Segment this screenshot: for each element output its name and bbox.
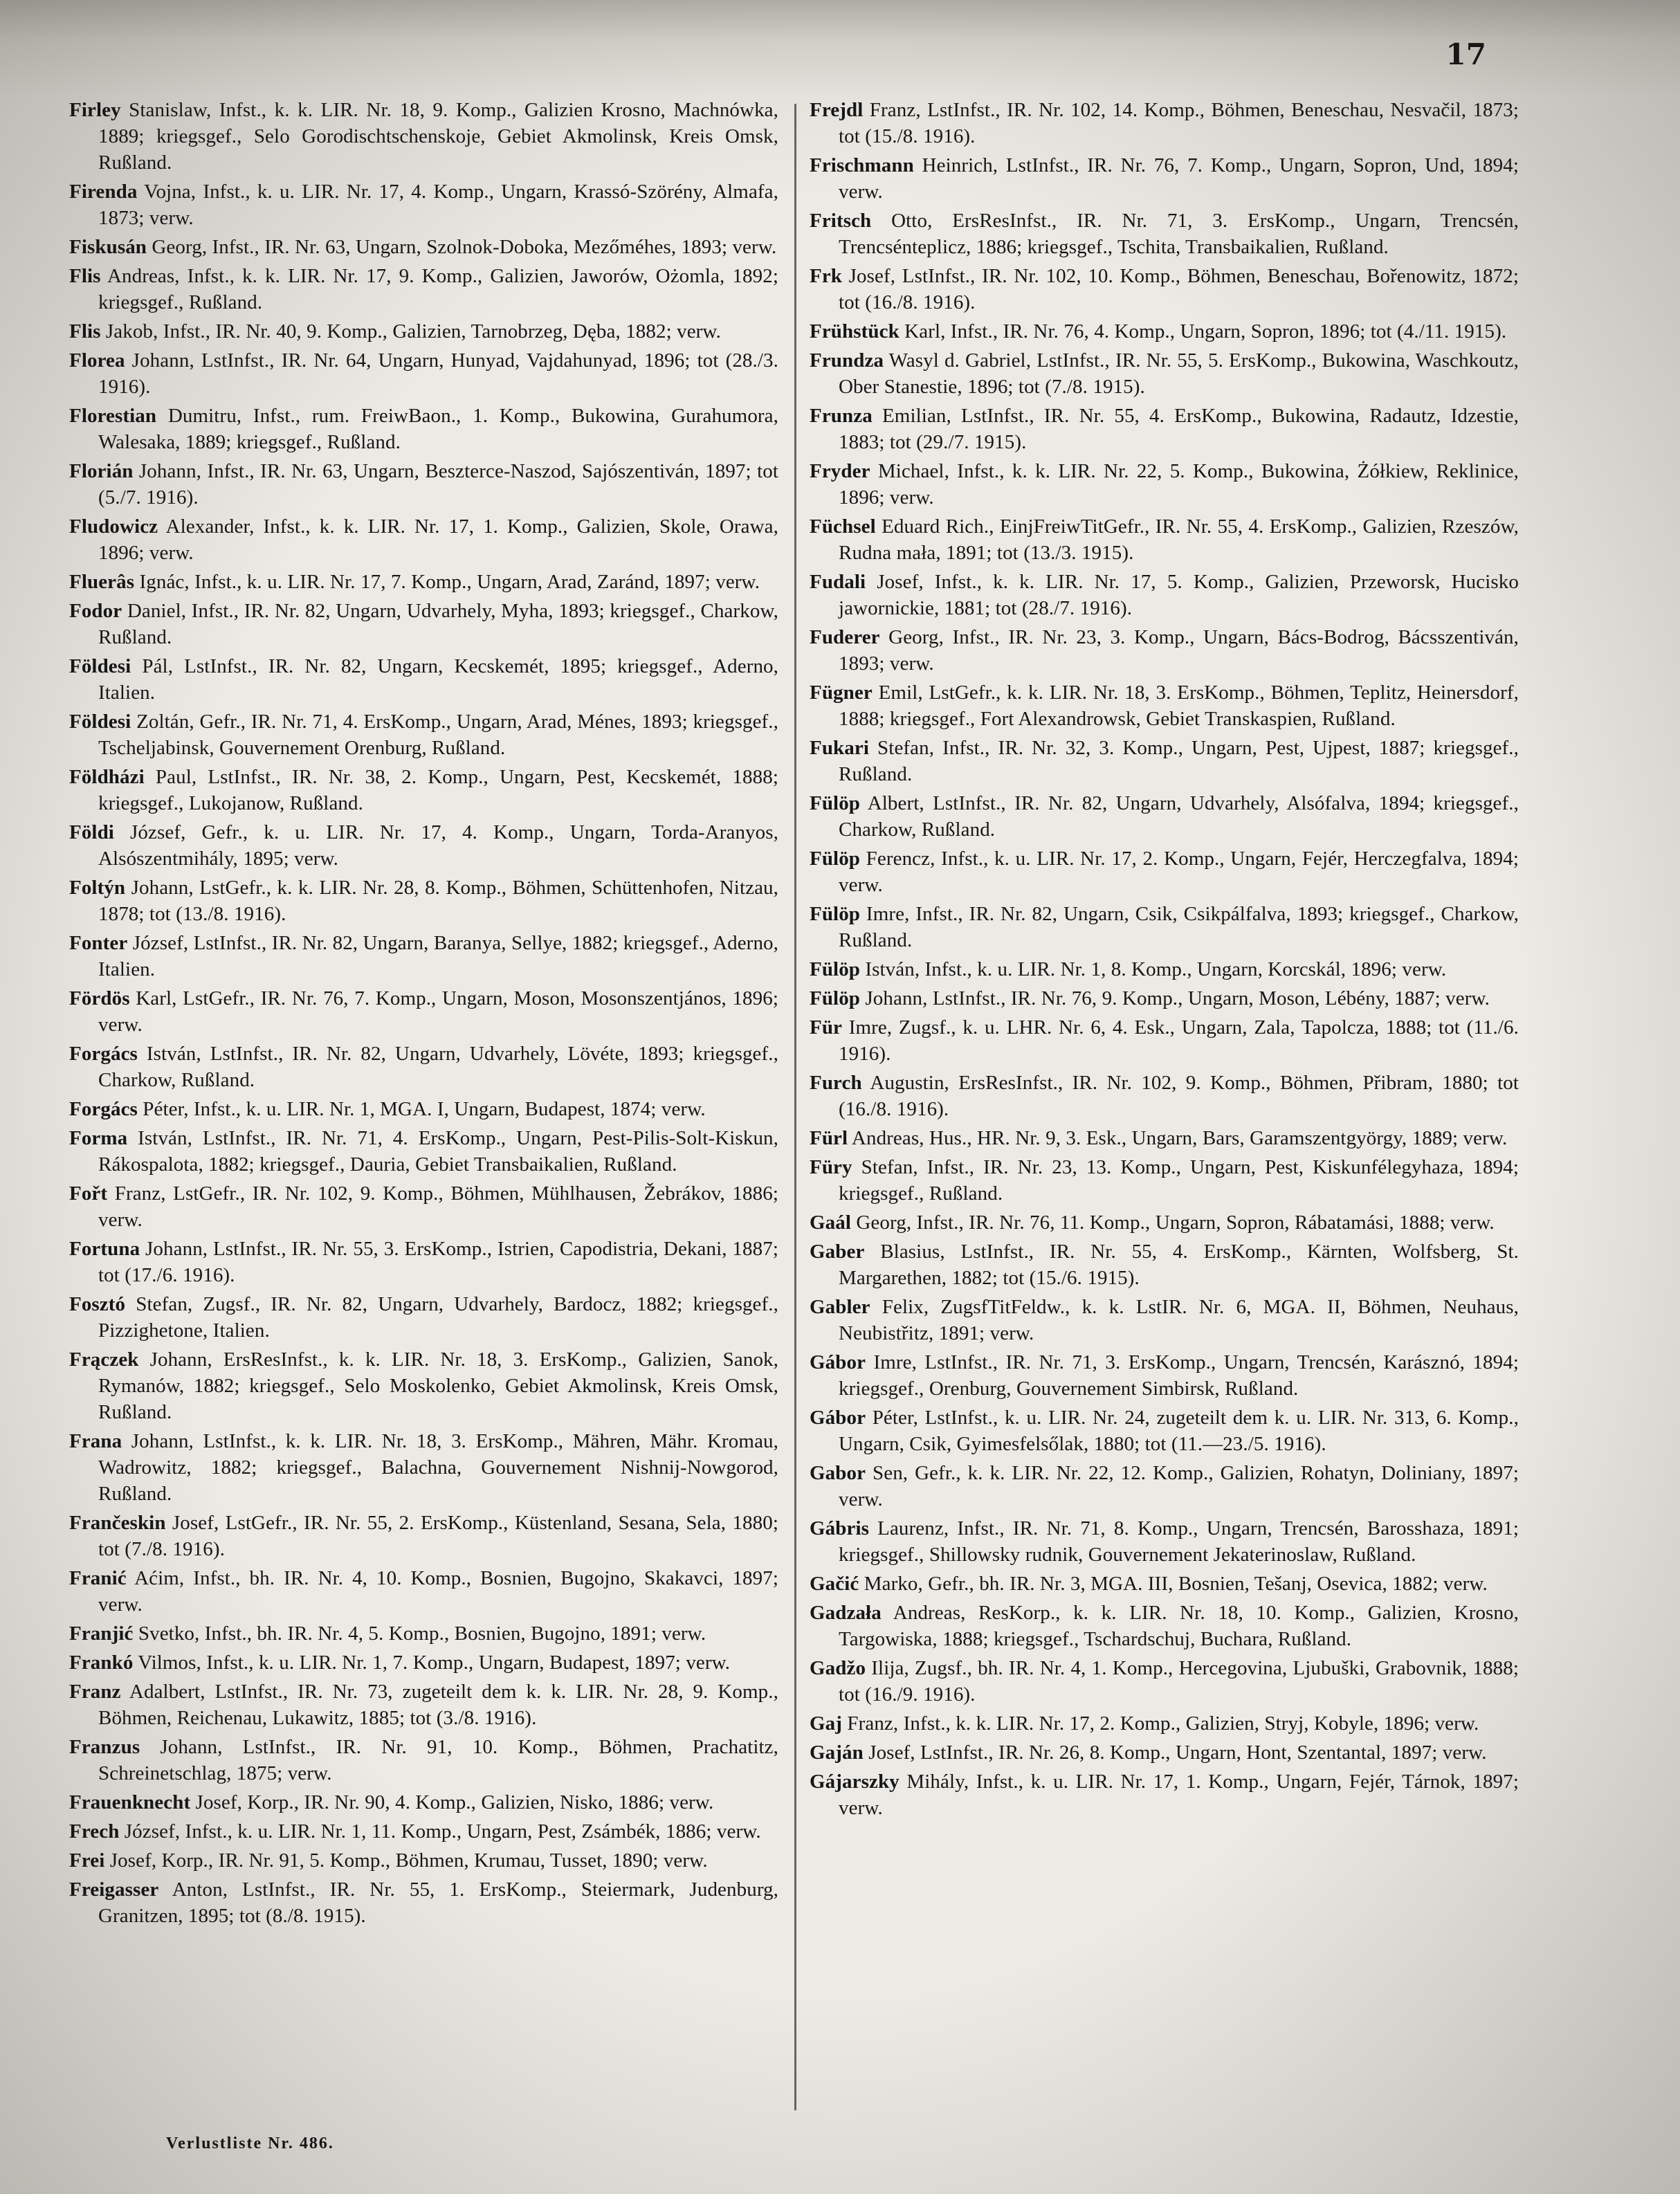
casualty-entry	[69, 1789, 778, 1816]
casualty-entry	[810, 1460, 1519, 1512]
casualty-entry	[69, 97, 778, 176]
casualty-entry	[69, 1236, 778, 1288]
entry-details: Blasius, LstInfst., IR. Nr. 55, 4. ErsKomp., Kärnten, Wolfsberg, St. Margarethen, 1882; tot (15./6. 1915).	[839, 1241, 1519, 1289]
entry-surname: Fügner	[810, 682, 873, 704]
entry-details: József, LstInfst., IR. Nr. 82, Ungarn, Baranya, Sellye, 1882; kriegsgef., Aderno, Italien.	[98, 932, 778, 980]
entry-surname: Forgács	[69, 1043, 138, 1065]
entry-details: Ferencz, Infst., k. u. LIR. Nr. 17, 2. Komp., Ungarn, Fejér, Herczegfalva, 1894; verw.	[839, 848, 1519, 896]
casualty-entry	[69, 1041, 778, 1093]
entry-surname: Fiskusán	[69, 236, 147, 258]
casualty-entry	[69, 1847, 778, 1874]
casualty-entry	[810, 1349, 1519, 1402]
casualty-entry	[69, 1180, 778, 1233]
entry-details: Franz, Infst., k. k. LIR. Nr. 17, 2. Komp., Galizien, Stryj, Kobyle, 1896; verw.	[842, 1712, 1479, 1735]
entry-surname: Florián	[69, 460, 134, 482]
entry-surname: Frauenknecht	[69, 1791, 191, 1813]
entry-details: Daniel, Infst., IR. Nr. 82, Ungarn, Udvarhely, Myha, 1893; kriegsgef., Charkow, Rußland.	[98, 600, 778, 648]
entry-surname: Fülöp	[810, 987, 861, 1009]
entry-details: Johann, LstInfst., IR. Nr. 76, 9. Komp., Ungarn, Moson, Lébény, 1887; verw.	[860, 987, 1490, 1009]
entry-surname: Franz	[69, 1681, 121, 1703]
casualty-entry	[69, 1649, 778, 1676]
entry-surname: Fodor	[69, 600, 122, 622]
entry-surname: Foltýn	[69, 877, 126, 899]
entry-surname: Florestian	[69, 405, 157, 427]
entry-surname: Gačić	[810, 1573, 859, 1595]
entry-surname: Gaál	[810, 1212, 852, 1234]
entry-surname: Frana	[69, 1430, 122, 1452]
entry-details: Georg, Infst., IR. Nr. 76, 11. Komp., Ungarn, Sopron, Rábatamási, 1888; verw.	[851, 1212, 1495, 1234]
entry-surname: Fülöp	[810, 903, 861, 925]
casualty-entry	[810, 956, 1519, 982]
entry-details: István, LstInfst., IR. Nr. 71, 4. ErsKomp., Ungarn, Pest-Pilis-Solt-Kiskun, Rákospalota, 1882; kriegsgef., Dauria, Gebiet Transbaikalien, Rußland.	[98, 1127, 778, 1176]
casualty-entry	[810, 1739, 1519, 1766]
entry-details: József, Infst., k. u. LIR. Nr. 1, 11. Komp., Ungarn, Pest, Zsámbék, 1886; verw.	[119, 1820, 761, 1843]
entry-details: Johann, LstGefr., k. k. LIR. Nr. 28, 8. Komp., Böhmen, Schüttenhofen, Nitzau, 1878; tot (13./8. 1916).	[98, 877, 778, 925]
entry-details: Andreas, Hus., HR. Nr. 9, 3. Esk., Ungarn, Bars, Garamszentgyörgy, 1889; verw.	[848, 1127, 1508, 1149]
entry-surname: Fuderer	[810, 626, 880, 648]
entry-details: Ignác, Infst., k. u. LIR. Nr. 17, 7. Komp., Ungarn, Arad, Zaránd, 1897; verw.	[134, 571, 760, 593]
entry-details: Alexander, Infst., k. k. LIR. Nr. 17, 1. Komp., Galizien, Skole, Orawa, 1896; verw.	[98, 515, 778, 564]
column-divider	[794, 104, 796, 2110]
casualty-entry	[810, 735, 1519, 787]
casualty-entry	[69, 709, 778, 761]
entry-surname: Freigasser	[69, 1878, 159, 1901]
entry-details: Johann, LstInfst., IR. Nr. 55, 3. ErsKomp., Istrien, Capodistria, Dekani, 1887; tot (17./6. 1916).	[98, 1238, 778, 1286]
casualty-entry	[69, 1291, 778, 1344]
casualty-entry	[69, 875, 778, 927]
footer-list-number: Verlustliste Nr. 486.	[166, 2134, 334, 2152]
entry-details: Andreas, ResKorp., k. k. LIR. Nr. 18, 10. Komp., Galizien, Krosno, Targowiska, 1888; kriegsgef., Tschardschuj, Buchara, Rußland.	[839, 1602, 1519, 1650]
casualty-entry	[810, 1209, 1519, 1236]
entry-surname: Frei	[69, 1849, 105, 1872]
entry-details: Felix, ZugsfTitFeldw., k. k. LstIR. Nr. 6, MGA. II, Böhmen, Neuhaus, Neubistřitz, 1891; verw.	[839, 1296, 1519, 1344]
casualty-entry	[69, 1876, 778, 1929]
entry-details: Marko, Gefr., bh. IR. Nr. 3, MGA. III, Bosnien, Tešanj, Osevica, 1882; verw.	[859, 1573, 1488, 1595]
entry-details: Otto, ErsResInfst., IR. Nr. 71, 3. ErsKomp., Ungarn, Trencsén, Trencsénteplicz, 1886; kriegsgef., Tschita, Transbaikalien, Rußland.	[839, 210, 1519, 258]
entry-surname: Flis	[69, 320, 101, 342]
casualty-entry	[69, 598, 778, 650]
entry-details: Franz, LstGefr., IR. Nr. 102, 9. Komp., Böhmen, Mühlhausen, Žebrákov, 1886; verw.	[98, 1182, 778, 1231]
casualty-entry	[810, 263, 1519, 316]
entry-details: Vojna, Infst., k. u. LIR. Nr. 17, 4. Komp., Ungarn, Krassó-Szörény, Almafa, 1873; verw.	[98, 181, 778, 229]
entry-details: Johann, Infst., IR. Nr. 63, Ungarn, Beszterce-Naszod, Sajószentiván, 1897; tot (5./7. 1916).	[98, 460, 778, 509]
entry-surname: Frischmann	[810, 154, 914, 176]
casualty-entry	[810, 152, 1519, 205]
entry-details: Johann, LstInfst., IR. Nr. 91, 10. Komp., Böhmen, Prachatitz, Schreinetschlag, 1875; verw.	[98, 1736, 778, 1784]
entry-details: Emil, LstGefr., k. k. LIR. Nr. 18, 3. ErsKomp., Böhmen, Teplitz, Heinersdorf, 1888; kriegsgef., Fort Alexandrowsk, Gebiet Transkaspien, Rußland.	[839, 682, 1519, 730]
casualty-entry	[69, 1510, 778, 1562]
entry-surname: Fürl	[810, 1127, 848, 1149]
casualty-entry	[810, 1515, 1519, 1568]
entry-surname: Forgács	[69, 1098, 138, 1120]
entry-surname: Fülöp	[810, 848, 861, 870]
entry-details: Wasyl d. Gabriel, LstInfst., IR. Nr. 55, 5. ErsKomp., Bukowina, Waschkoutz, Ober Stanestie, 1896; tot (7./8. 1915).	[839, 349, 1519, 398]
casualty-entry	[69, 179, 778, 231]
entry-surname: Frunza	[810, 405, 873, 427]
entry-details: Laurenz, Infst., IR. Nr. 71, 8. Komp., Ungarn, Trencsén, Barosshaza, 1891; kriegsgef., Shillowsky rudnik, Gouvernement Jekaterinoslaw, Rußland.	[839, 1517, 1519, 1566]
casualty-entry	[69, 1818, 778, 1845]
entry-surname: Fořt	[69, 1182, 108, 1205]
entry-details: Josef, LstInfst., IR. Nr. 26, 8. Komp., Ungarn, Hont, Szentantal, 1897; verw.	[863, 1742, 1487, 1764]
casualty-entry	[810, 513, 1519, 566]
entry-surname: Fosztó	[69, 1293, 126, 1315]
entry-details: Johann, ErsResInfst., k. k. LIR. Nr. 18, 3. ErsKomp., Galizien, Sanok, Rymanów, 1882; kriegsgef., Selo Moskolenko, Gebiet Akmolinsk, Kreis Omsk, Rußland.	[98, 1349, 778, 1423]
casualty-entry	[69, 347, 778, 400]
casualty-entry	[810, 624, 1519, 677]
entry-details: Johann, LstInfst., k. k. LIR. Nr. 18, 3. ErsKomp., Mähren, Mähr. Kromau, Wadrowitz, 1882; kriegsgef., Balachna, Gouvernement Nishnij-Nowgorod, Rußland.	[98, 1430, 778, 1505]
entry-surname: Furch	[810, 1072, 862, 1094]
entry-surname: Fluerâs	[69, 571, 135, 593]
entry-surname: Földesi	[69, 655, 131, 677]
entry-surname: Franzus	[69, 1736, 140, 1758]
entry-details: Jakob, Infst., IR. Nr. 40, 9. Komp., Galizien, Tarnobrzeg, Dęba, 1882; verw.	[100, 320, 721, 342]
entry-details: Michael, Infst., k. k. LIR. Nr. 22, 5. Komp., Bukowina, Żółkiew, Reklinice, 1896; verw.	[839, 460, 1519, 509]
entry-details: Paul, LstInfst., IR. Nr. 38, 2. Komp., Ungarn, Pest, Kecskemét, 1888; kriegsgef., Lukojanow, Rußland.	[98, 766, 778, 814]
entry-surname: Florea	[69, 349, 125, 372]
casualty-entry	[69, 1096, 778, 1122]
entry-details: Péter, Infst., k. u. LIR. Nr. 1, MGA. I, Ungarn, Budapest, 1874; verw.	[137, 1098, 706, 1120]
casualty-entry	[69, 403, 778, 455]
casualty-entry	[69, 930, 778, 982]
entry-details: József, Gefr., k. u. LIR. Nr. 17, 4. Komp., Ungarn, Torda-Aranyos, Alsószentmihály, 1895; verw.	[98, 821, 778, 870]
entry-surname: Fritsch	[810, 210, 872, 232]
entry-details: Aćim, Infst., bh. IR. Nr. 4, 10. Komp., Bosnien, Bugojno, Skakavci, 1897; verw.	[98, 1567, 778, 1616]
entry-surname: Gabor	[810, 1462, 866, 1484]
casualty-entry	[810, 985, 1519, 1012]
casualty-entry	[69, 653, 778, 706]
entry-surname: Firenda	[69, 181, 138, 203]
entry-details: Imre, Zugsf., k. u. LHR. Nr. 6, 4. Esk., Ungarn, Zala, Tapolcza, 1888; tot (11./6. 1916).	[839, 1016, 1519, 1065]
casualty-entry	[69, 234, 778, 260]
casualty-entry	[69, 819, 778, 872]
entry-details: Georg, Infst., IR. Nr. 23, 3. Komp., Ungarn, Bács-Bodrog, Bácsszentiván, 1893; verw.	[839, 626, 1519, 675]
entry-details: Svetko, Infst., bh. IR. Nr. 4, 5. Komp., Bosnien, Bugojno, 1891; verw.	[133, 1622, 706, 1645]
entry-details: Eduard Rich., EinjFreiwTitGefr., IR. Nr. 55, 4. ErsKomp., Galizien, Rzeszów, Rudna mała, 1891; tot (13./3. 1915).	[839, 515, 1519, 564]
casualty-entry	[810, 318, 1519, 345]
entry-details: Dumitru, Infst., rum. FreiwBaon., 1. Komp., Bukowina, Gurahumora, Walesaka, 1889; kriegsgef., Rußland.	[98, 405, 778, 453]
entry-details: Imre, Infst., IR. Nr. 82, Ungarn, Csik, Csikpálfalva, 1893; kriegsgef., Charkow, Rußland.	[839, 903, 1519, 951]
entry-surname: Frančeskin	[69, 1512, 166, 1534]
casualty-entry	[810, 1294, 1519, 1346]
entry-surname: Fudali	[810, 571, 866, 593]
entry-surname: Fülöp	[810, 792, 861, 814]
casualty-entry	[810, 347, 1519, 400]
casualty-entry	[810, 1154, 1519, 1207]
entry-details: Heinrich, LstInfst., IR. Nr. 76, 7. Komp., Ungarn, Sopron, Und, 1894; verw.	[839, 154, 1519, 203]
entry-surname: Frech	[69, 1820, 120, 1843]
casualty-entry	[810, 458, 1519, 511]
entry-surname: Gaber	[810, 1241, 865, 1263]
casualty-entry	[69, 764, 778, 816]
casualty-entry	[810, 1238, 1519, 1291]
casualty-entry	[69, 318, 778, 345]
entry-details: István, Infst., k. u. LIR. Nr. 1, 8. Komp., Ungarn, Korcskál, 1896; verw.	[860, 958, 1447, 980]
entry-surname: Földi	[69, 821, 114, 843]
entry-surname: Franić	[69, 1567, 127, 1589]
entry-surname: Gájarszky	[810, 1771, 900, 1793]
casualty-entry	[810, 1125, 1519, 1151]
casualty-entry	[810, 845, 1519, 898]
page-number: 17	[1445, 37, 1486, 71]
entry-surname: Gadžo	[810, 1657, 866, 1679]
casualty-entry	[810, 208, 1519, 260]
casualty-entry	[810, 1655, 1519, 1708]
entry-details: István, LstInfst., IR. Nr. 82, Ungarn, Udvarhely, Lövéte, 1893; kriegsgef., Charkow, Rußland.	[98, 1043, 778, 1091]
entry-details: Ilija, Zugsf., bh. IR. Nr. 4, 1. Komp., Hercegovina, Ljubuški, Grabovnik, 1888; tot (16./9. 1916).	[839, 1657, 1519, 1706]
left-column	[69, 97, 778, 1932]
casualty-entry	[69, 1679, 778, 1731]
entry-details: Josef, LstGefr., IR. Nr. 55, 2. ErsKomp., Küstenland, Sesana, Sela, 1880; tot (7./8. 1916).	[98, 1512, 778, 1560]
entry-details: Andreas, Infst., k. k. LIR. Nr. 17, 9. Komp., Galizien, Jaworów, Ożomla, 1892; kriegsgef., Rußland.	[98, 265, 778, 313]
casualty-entry	[810, 1070, 1519, 1122]
entry-surname: Fryder	[810, 460, 870, 482]
entry-surname: Füchsel	[810, 515, 876, 538]
entry-details: Zoltán, Gefr., IR. Nr. 71, 4. ErsKomp., Ungarn, Arad, Ménes, 1893; kriegsgef., Tscheljabinsk, Gouvernement Orenburg, Rußland.	[98, 711, 778, 759]
right-column	[810, 97, 1519, 1824]
entry-surname: Fludowicz	[69, 515, 158, 538]
entry-surname: Frejdl	[810, 99, 864, 121]
casualty-entry	[69, 1125, 778, 1178]
entry-details: Adalbert, LstInfst., IR. Nr. 73, zugeteilt dem k. k. LIR. Nr. 28, 9. Komp., Böhmen, Reichenau, Lukawitz, 1885; tot (3./8. 1916).	[98, 1681, 778, 1729]
casualty-entry	[69, 1346, 778, 1425]
entry-surname: Frk	[810, 265, 843, 287]
entry-details: Johann, LstInfst., IR. Nr. 64, Ungarn, Hunyad, Vajdahunyad, 1896; tot (28./3. 1916).	[98, 349, 778, 398]
entry-surname: Füry	[810, 1156, 852, 1178]
casualty-entry	[810, 790, 1519, 843]
entry-surname: Forma	[69, 1127, 128, 1149]
entry-surname: Für	[810, 1016, 843, 1039]
casualty-entry	[69, 1734, 778, 1786]
casualty-entry	[810, 569, 1519, 621]
entry-surname: Fukari	[810, 737, 869, 759]
entry-details: Georg, Infst., IR. Nr. 63, Ungarn, Szolnok-Doboka, Mezőméhes, 1893; verw.	[147, 236, 777, 258]
entry-surname: Földházi	[69, 766, 145, 788]
entry-details: Pál, LstInfst., IR. Nr. 82, Ungarn, Kecskemét, 1895; kriegsgef., Aderno, Italien.	[98, 655, 778, 704]
entry-details: Josef, LstInfst., IR. Nr. 102, 10. Komp., Böhmen, Beneschau, Bořenowitz, 1872; tot (16./8. 1916).	[839, 265, 1519, 313]
entry-details: Vilmos, Infst., k. u. LIR. Nr. 1, 7. Komp., Ungarn, Budapest, 1897; verw.	[133, 1652, 731, 1674]
entry-details: Péter, LstInfst., k. u. LIR. Nr. 24, zugeteilt dem k. u. LIR. Nr. 313, 6. Komp., Ungarn, Csik, Gyimesfelsőlak, 1880; tot (11.—23./5. 1916).	[839, 1407, 1519, 1455]
entry-surname: Gaj	[810, 1712, 843, 1735]
entry-details: Stanislaw, Infst., k. k. LIR. Nr. 18, 9. Komp., Galizien Krosno, Machnówka, 1889; kriegsgef., Selo Gorodischtschenskoje, Gebiet Akmolinsk, Kreis Omsk, Rußland.	[98, 99, 778, 174]
casualty-entry	[69, 458, 778, 511]
entry-details: Emilian, LstInfst., IR. Nr. 55, 4. ErsKomp., Bukowina, Radautz, Idzestie, 1883; tot (29./7. 1915).	[839, 405, 1519, 453]
entry-surname: Földesi	[69, 711, 131, 733]
entry-surname: Fonter	[69, 932, 128, 954]
entry-surname: Firley	[69, 99, 121, 121]
entry-details: Josef, Infst., k. k. LIR. Nr. 17, 5. Komp., Galizien, Przeworsk, Hucisko jawornickie, 1881; tot (28./7. 1916).	[839, 571, 1519, 619]
casualty-entry	[69, 263, 778, 316]
entry-details: Karl, LstGefr., IR. Nr. 76, 7. Komp., Ungarn, Moson, Mosonszentjános, 1896; verw.	[98, 987, 778, 1036]
entry-details: Stefan, Infst., IR. Nr. 23, 13. Komp., Ungarn, Pest, Kiskunfélegyhaza, 1894; kriegsgef., Rußland.	[839, 1156, 1519, 1205]
casualty-entry	[810, 1710, 1519, 1737]
entry-details: Josef, Korp., IR. Nr. 91, 5. Komp., Böhmen, Krumau, Tusset, 1890; verw.	[104, 1849, 708, 1872]
entry-details: Stefan, Zugsf., IR. Nr. 82, Ungarn, Udvarhely, Bardocz, 1882; kriegsgef., Pizzighetone, Italien.	[98, 1293, 778, 1342]
entry-surname: Flis	[69, 265, 101, 287]
entry-surname: Fortuna	[69, 1238, 140, 1260]
casualty-entry	[810, 1768, 1519, 1821]
entry-surname: Frączek	[69, 1349, 139, 1371]
casualty-entry	[810, 403, 1519, 455]
entry-details: Augustin, ErsResInfst., IR. Nr. 102, 9. Komp., Böhmen, Přibram, 1880; tot (16./8. 1916).	[839, 1072, 1519, 1120]
entry-details: Imre, LstInfst., IR. Nr. 71, 3. ErsKomp., Ungarn, Trencsén, Karásznó, 1894; kriegsgef., Orenburg, Gouvernement Simbirsk, Rußland.	[839, 1351, 1519, 1400]
casualty-entry	[810, 97, 1519, 149]
entry-details: Albert, LstInfst., IR. Nr. 82, Ungarn, Udvarhely, Alsófalva, 1894; kriegsgef., Charkow, Rußland.	[839, 792, 1519, 841]
casualty-entry	[69, 985, 778, 1038]
entry-surname: Gábor	[810, 1351, 866, 1373]
entry-surname: Franjić	[69, 1622, 134, 1645]
entry-surname: Fülöp	[810, 958, 861, 980]
entry-details: Josef, Korp., IR. Nr. 90, 4. Komp., Galizien, Nisko, 1886; verw.	[190, 1791, 714, 1813]
entry-surname: Frundza	[810, 349, 884, 372]
casualty-entry	[69, 1565, 778, 1618]
entry-details: Mihály, Infst., k. u. LIR. Nr. 17, 1. Komp., Ungarn, Fejér, Tárnok, 1897; verw.	[839, 1771, 1519, 1819]
entry-surname: Fördös	[69, 987, 130, 1009]
casualty-entry	[69, 1620, 778, 1647]
casualty-entry	[810, 1600, 1519, 1652]
entry-surname: Gábris	[810, 1517, 869, 1539]
casualty-entry	[69, 569, 778, 595]
entry-details: Anton, LstInfst., IR. Nr. 55, 1. ErsKomp., Steiermark, Judenburg, Granitzen, 1895; tot (8./8. 1915).	[98, 1878, 778, 1927]
entry-details: Karl, Infst., IR. Nr. 76, 4. Komp., Ungarn, Sopron, 1896; tot (4./11. 1915).	[899, 320, 1507, 342]
entry-surname: Gadzała	[810, 1602, 882, 1624]
entry-details: Stefan, Infst., IR. Nr. 32, 3. Komp., Ungarn, Pest, Ujpest, 1887; kriegsgef., Rußland.	[839, 737, 1519, 785]
entry-details: Sen, Gefr., k. k. LIR. Nr. 22, 12. Komp., Galizien, Rohatyn, Doliniany, 1897; verw.	[839, 1462, 1519, 1510]
entry-surname: Gábor	[810, 1407, 866, 1429]
entry-surname: Frühstück	[810, 320, 900, 342]
casualty-entry	[810, 1571, 1519, 1597]
casualty-entry	[69, 513, 778, 566]
casualty-entry	[810, 1405, 1519, 1457]
casualty-entry	[810, 901, 1519, 953]
casualty-entry	[810, 679, 1519, 732]
entry-surname: Gaján	[810, 1742, 864, 1764]
casualty-entry	[810, 1014, 1519, 1067]
entry-surname: Frankó	[69, 1652, 134, 1674]
entry-surname: Gabler	[810, 1296, 870, 1318]
casualty-entry	[69, 1428, 778, 1507]
entry-details: Franz, LstInfst., IR. Nr. 102, 14. Komp., Böhmen, Beneschau, Nesvačil, 1873; tot (15./8. 1916).	[839, 99, 1519, 147]
